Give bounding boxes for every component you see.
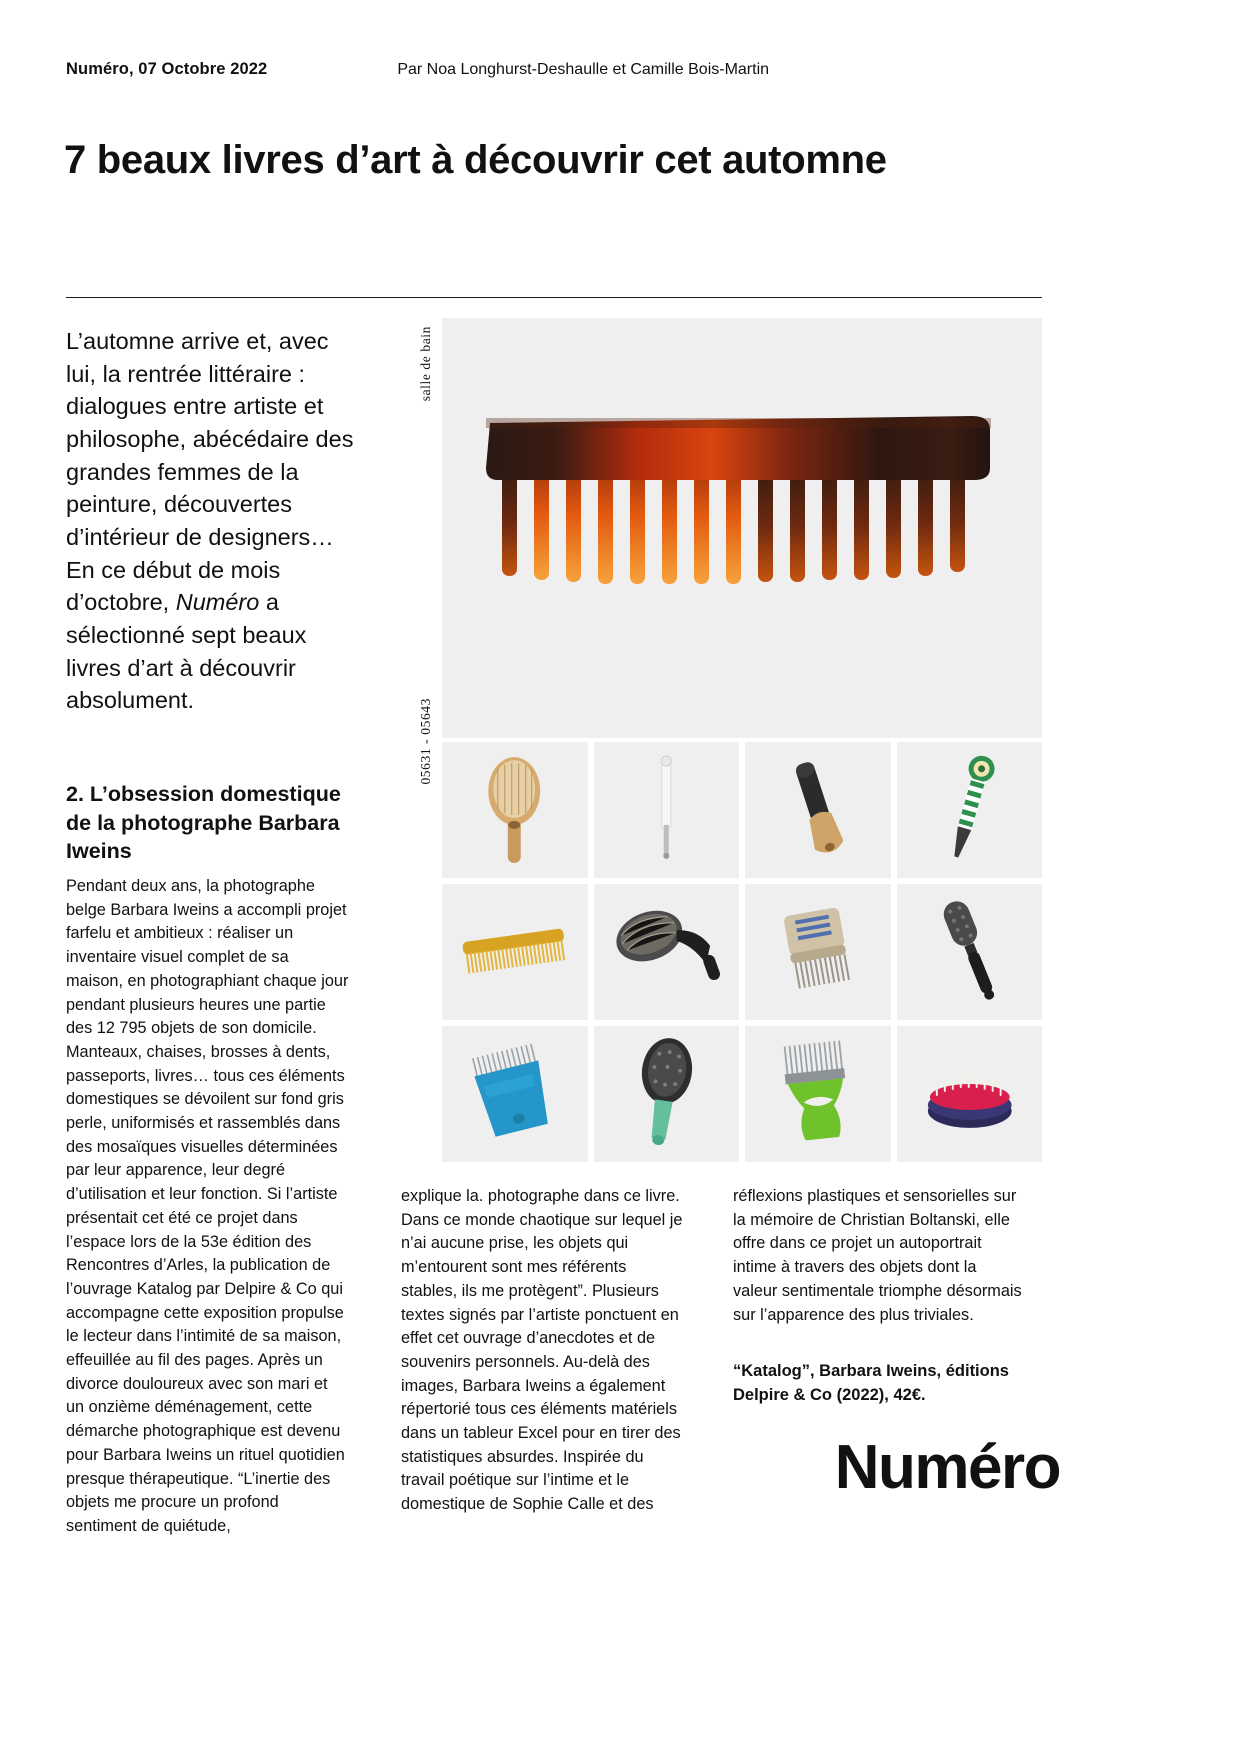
grid-cell bbox=[897, 884, 1043, 1020]
grid-cell bbox=[897, 1026, 1043, 1162]
numero-logo: Numéro bbox=[834, 1433, 1060, 1502]
figure-label-catalog-range: 05631 - 05643 bbox=[418, 698, 433, 785]
green-cushion-brush-icon bbox=[594, 1026, 740, 1162]
section-subheading: 2. L’obsession domestique de la photographe Barbara Iweins bbox=[66, 781, 341, 864]
grid-cell bbox=[442, 742, 588, 878]
white-slim-brush-icon bbox=[594, 742, 740, 878]
intro-text-part2: a sélectionné sept beaux livres d’art à découvrir absolument. bbox=[66, 589, 307, 714]
byline: Par Noa Longhurst-Deshaulle et Camille Bois-Martin bbox=[397, 61, 770, 78]
grid-cell bbox=[594, 742, 740, 878]
intro-italic-magazine: Numéro bbox=[175, 589, 260, 616]
wooden-oval-hairbrush-icon bbox=[442, 742, 588, 878]
book-credit: “Katalog”, Barbara Iweins, éditions Delpire & Co (2022), 42€. bbox=[733, 1362, 1009, 1404]
grid-cell bbox=[442, 884, 588, 1020]
wooden-black-pad-brush-icon bbox=[745, 742, 891, 878]
black-paddle-brush-icon bbox=[594, 884, 740, 1020]
grid-cell bbox=[442, 1026, 588, 1162]
horizontal-divider bbox=[66, 297, 1042, 298]
figure-label-room: salle de bain bbox=[418, 326, 433, 402]
body-column-left: Pendant deux ans, la photographe belge Barbara Iweins a accompli projet farfelu et ambitieux : réaliser un inventaire visuel complet de sa maison, en photographiant chaque jour pendant plusieurs heures une partie des 12 795 objets de son domicile. Manteaux, chaises, brosses à dents, passeports, livres… tous ces éléments domestiques se dévoilent sur fond gris perle, uniformisés et rassemblés dans des mosaïques visuelles déterminées par leur apparence, leur degré d’utilisation et leur fonction. Si l’artiste présentait cet été ce projet dans l’espace lors de la 53e édition des Rencontres d’Arles, la publication de l’ouvrage Katalog par Delpire & Co qui accompagne cette exposition propulse le lecteur dans l’intimité de sa maison, effeuillée au fil des pages. Après un divorce douloureux avec son mari et un onzième déménagement, cette démarche photographique est devenu pour Barbara Iweins un rituel quotidien presque thérapeutique. “L’inertie des objets me procure un profond sentiment de quiétude, bbox=[66, 877, 349, 1535]
photo-grid bbox=[442, 742, 1042, 1162]
round-barrel-brush-icon bbox=[897, 884, 1043, 1020]
figure-side-labels bbox=[404, 318, 440, 1163]
grid-cell bbox=[594, 1026, 740, 1162]
body-column-middle: explique la. photographe dans ce livre. Dans ce monde chaotique sur lequel je n’ai aucune prise, les objets qui m’entourent sont mes référents stables, ils me protègent”. Plusieurs textes signés par l’artiste ponctuent en effet cet ouvrage d’anecdotes et de souvenirs personnels. Au-delà des images, Barbara Iweins a également répertorié tous ces éléments matériels dans un tableur Excel pour en tirer des statistiques absurdes. Inspirée du travail poétique sur l’intime et le domestique de Sophie Calle et des bbox=[401, 1187, 683, 1514]
article-figure bbox=[404, 318, 1042, 1163]
body-column-right: réflexions plastiques et sensorielles sur la mémoire de Christian Boltanski, elle offre dans ce projet un autoportrait intime à travers des objets dont la valeur sentimentale triomphe désormais sur l’apparence des plus triviales. bbox=[733, 1187, 1022, 1324]
page-title: 7 beaux livres d’art à découvrir cet automne bbox=[64, 137, 887, 182]
green-handle-nit-comb-icon bbox=[745, 1026, 891, 1162]
navy-pink-cushion-brush-icon bbox=[897, 1026, 1043, 1162]
grid-cell bbox=[745, 1026, 891, 1162]
intro-paragraph bbox=[66, 325, 356, 717]
hero-photo-comb bbox=[442, 318, 1042, 738]
beige-folding-comb-icon bbox=[745, 884, 891, 1020]
comb-illustration bbox=[442, 318, 1042, 738]
grid-cell bbox=[594, 884, 740, 1020]
grid-cell bbox=[745, 884, 891, 1020]
masthead bbox=[66, 60, 1176, 79]
intro-text-part1: L’automne arrive et, avec lui, la rentrée littéraire : dialogues entre artiste et philosophe, abécédaire des grandes femmes de la peinture, découvertes d’intérieur de designers… En ce début de mois d’octobre, bbox=[66, 328, 354, 616]
striped-dial-comb-icon bbox=[897, 742, 1043, 878]
yellow-fine-comb-icon bbox=[442, 884, 588, 1020]
grid-cell bbox=[745, 742, 891, 878]
blue-lice-comb-icon bbox=[442, 1026, 588, 1162]
grid-cell bbox=[897, 742, 1043, 878]
publication-date: Numéro, 07 Octobre 2022 bbox=[66, 60, 268, 78]
